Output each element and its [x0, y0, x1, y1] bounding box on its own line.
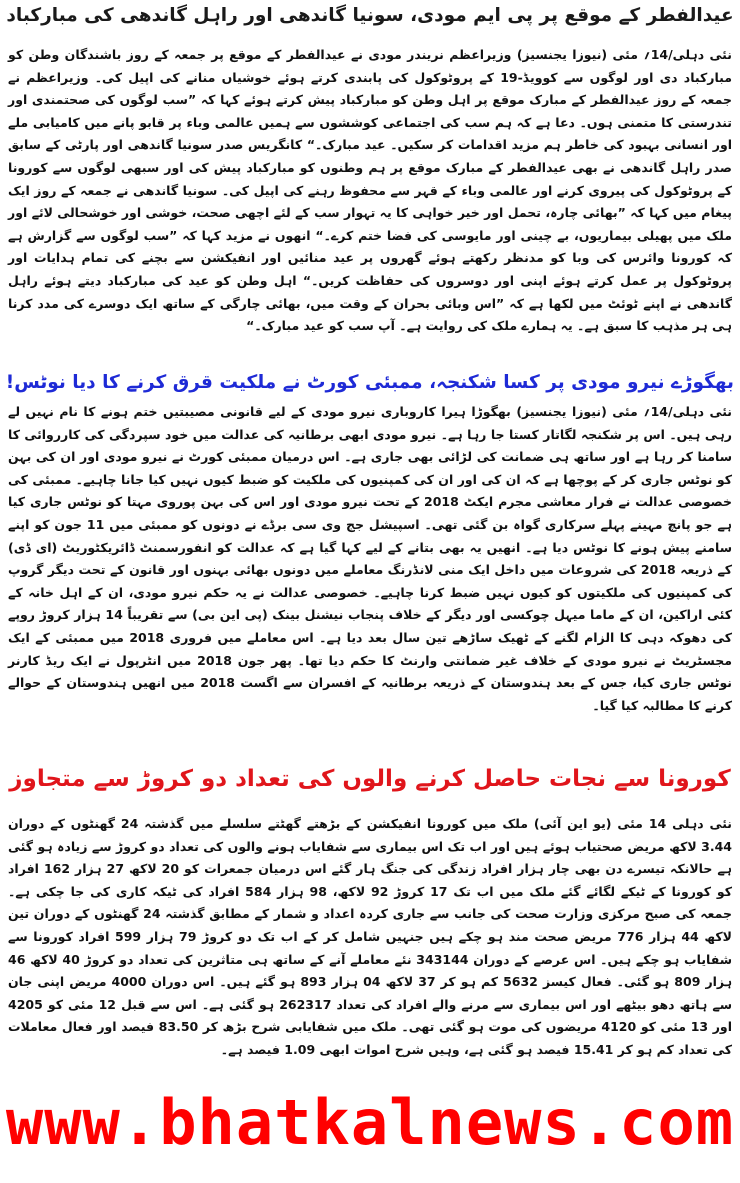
site-logo: www.bhatkalnews.com [5, 1086, 735, 1159]
article-2-headline: بھگوڑے نیرو مودی پر کسا شکنجہ، ممبئی کورٹ نے ملکیت قرق کرنے کا دیا نوٹس! [5, 372, 734, 393]
article-nirav-modi [0, 357, 740, 749]
article-3-body: نئی دہلی 14 مئی (یو این آئی) ملک میں کورونا انفیکشن کے بڑھتے گھٹتے سلسلے میں گذشتہ 24 گھنٹوں کے دوران 3.44 لاکھ مریض صحتیاب ہوئے ہیں اور اب تک اس بیماری سے شفایاب ہونے والوں کی تعداد دو کروڑ سے زیادہ ہو گئی ہے حالانکہ تیسرے دن بھی چار ہزار افراد زندگی کی جنگ ہار گئے اس درمیان جمعرات کو 20 لاکھ 27 ہزار 162 افراد کو کورونا کے ٹیکے لگائے گئے ملک میں اب تک 17 کروڑ 92 لاکھ، 98 ہزار 584 افراد کی ٹیکہ کاری کی جا چکی ہے۔ جمعہ کی صبح مرکزی وزارت صحت کی جانب سے جاری کردہ اعداد و شمار کے مطابق گذشتہ 24 گھنٹوں کے دوران تین لاکھ 44 ہزار 776 مریض صحت مند ہو چکے ہیں جنہیں شامل کر کے اب تک دو کروڑ 79 ہزار 599 افراد کورونا سے شفایاب ہو چکے ہیں۔ اس عرصے کے دوران 343144 نئے معاملے آنے کے ساتھ ہی متاثرین کی تعداد دو کروڑ 40 لاکھ 46 ہزار 809 ہو گئی۔ فعال کیسز 5632 کم ہو کر 37 لاکھ 04 ہزار 893 ہو گئے ہیں۔ اس دوران 4000 مریض اپنی جان سے ہاتھ دھو بیٹھے اور اس بیماری سے مرنے والے افراد کی تعداد 262317 ہو گئی ہے۔ اس سے قبل 12 مئی کو 4205 اور 13 مئی کو 4120 مریضوں کی موت ہو گئی تھی۔ ملک میں شفایابی شرح بڑھ کر 83.50 فیصد اور فعال معاملات کی تعداد کم ہو کر 15.41 فیصد ہو گئی ہے، وہیں شرح اموات ابھی 1.09 فیصد ہے۔ [8, 816, 733, 1057]
article-2-body: نئی دہلی/14؍ مئی (نیوزا یجنسیز) بھگوڑا ہیرا کاروباری نیرو مودی کے لیے قانونی مصیبتیں ختم ہونے کا نام نہیں لے رہی ہیں۔ اس پر شکنجہ لگاتار کستا جا رہا ہے۔ نیرو مودی ابھی برطانیہ کی عدالت میں خود سپردگی کی کارروائی کا سامنا کر رہا ہے اور ساتھ ہی ضمانت کی لڑائی بھی جاری ہے۔ اس درمیان ممبئی کورٹ نے نیرو مودی اور ان کی بہن کو نوٹس جاری کر کے پوچھا ہے کہ ان کی اور ان کی کمپنیوں کی ملکیت کو ضبط کیوں نہیں کیا جانا چاہیے۔ ممبئی کی خصوصی عدالت نے فرار معاشی مجرم ایکٹ 2018 کے تحت نیرو مودی اور اس کی بہن پوروی مہتا کو نوٹس جاری کیا ہے جو پانچ مہینے پہلے سرکاری گواہ بن گئی تھی۔ اسپیشل جج وی سی برڈے نے دونوں کو ممبئی میں 11 جون کو اپنے سامنے پیش ہونے کا نوٹس دیا ہے۔ انھیں یہ بھی بتانے کے لیے کہا گیا ہے کہ عدالت کو انفورسمنٹ ڈائریکٹوریٹ (ای ڈی) کے ذریعہ 2018 کی شروعات میں داخل ایک منی لانڈرنگ معاملے میں دونوں بھائی بہنوں اور قانون کے تحت دیگر گروپ کی کمپنیوں کی ملکیتوں کو کیوں نہیں ضبط کرنا چاہیے۔ خصوصی عدالت نے یہ حکم نیرو مودی، ان کے اہل خانہ کے کئی اراکین، ان کے ماما میہل چوکسی اور دیگر کے خلاف پنجاب نیشنل بینک (پی این بی) سے تقریباً 14 ہزار کروڑ روپے کی دھوکہ دہی کا الزام لگنے کے ٹھیک ساڑھے تین سال بعد دیا ہے۔ اس معاملے میں فروری 2018 میں ممبئی کے ایک مجسٹریٹ نے نیرو مودی کے خلاف غیر ضمانتی وارنٹ کا حکم دیا تھا۔ پھر جون 2018 میں انٹرپول نے ایک ریڈ کارنر نوٹس جاری کیا، جس کے بعد ہندوستان کے ذریعہ برطانیہ کے افسران سے اگست 2018 میں انھیں ہندوستان کے حوالے کرنے کا مطالبہ کیا گیا۔ [8, 404, 732, 713]
article-1-body: نئی دہلی/14؍ مئی (نیوزا یجنسیز) وزیراعظم نریندر مودی نے عیدالفطر کے موقع پر جمعہ کے روز باشندگان وطن کو مبارکباد دی اور لوگوں سے کوویڈ-19 کے پروٹوکول کی پابندی کرتے ہوئے خوشیاں منانے کی اپیل کی۔ وزیراعظم نے جمعہ کے روز عیدالفطر کے مبارک موقع پر اہل وطن کو مبارکباد پیش کرتے ہوئے کہا کہ ”سب لوگوں کی صحتمندی اور تندرستی کا متمنی ہوں۔ دعا ہے کہ ہم سب کی اجتماعی کوششوں سے ہمیں عالمی وباء پر قابو پانے میں کامیابی ملے اور انسانی بہبود کی خاطر ہم مزید اقدامات کر سکیں۔ عید مبارک۔“ کانگریس صدر سونیا گاندھی اور پارٹی کے سابق صدر راہل گاندھی نے بھی عیدالفطر کے مبارک موقع پر ہم وطنوں کو مبارکباد پیش کی اور سبھی لوگوں سے کورونا کے پروٹوکول کی پیروی کرنے اور عالمی وباء کے قہر سے محفوظ رہنے کی اپیل کی۔ سونیا گاندھی نے جمعہ کے روز ایک پیغام میں کہا کہ ”بھائی چارہ، تحمل اور خیر خواہی کا یہ تہوار سب کے لئے اچھی صحت، خوشی اور خوشحالی لائے اور ملک میں پھیلی بیماریوں، بے چینی اور مایوسی کی فضا ختم کرے۔“ انھوں نے مزید کہا کہ ”سب لوگوں سے گزارش ہے کہ کورونا وائرس کی وبا کو مدنظر رکھتے ہوئے گھروں پر عید منائیں اور انفیکشن سے بچنے کی تمام ہدایات اور پروٹوکول پر عمل کرتے ہوئے اپنی اور دوسروں کی حفاظت کریں۔“ اہل وطن کو عید کی مبارکباد دیتے ہوئے راہل گاندھی نے اپنے ٹوئٹ میں لکھا ہے کہ ”اس وبائی بحران کے وقت میں، بھائی چارگی کے ساتھ ایک دوسرے کی مدد کرنا ہی ہر مذہب کا سبق ہے۔ یہ ہمارے ملک کی روایت ہے۔ آپ سب کو عید مبارک۔“ [8, 47, 732, 334]
article-1-headline: عیدالفطر کے موقع پر پی ایم مودی، سونیا گاندھی اور راہل گاندھی کی مبارکباد [6, 5, 734, 26]
article-eid-greetings [0, 0, 740, 357]
footer-banner [0, 1063, 740, 1183]
article-3-headline: کورونا سے نجات حاصل کرنے والوں کی تعداد دو کروڑ سے متجاوز [9, 766, 731, 792]
article-corona-recoveries [0, 749, 740, 1063]
